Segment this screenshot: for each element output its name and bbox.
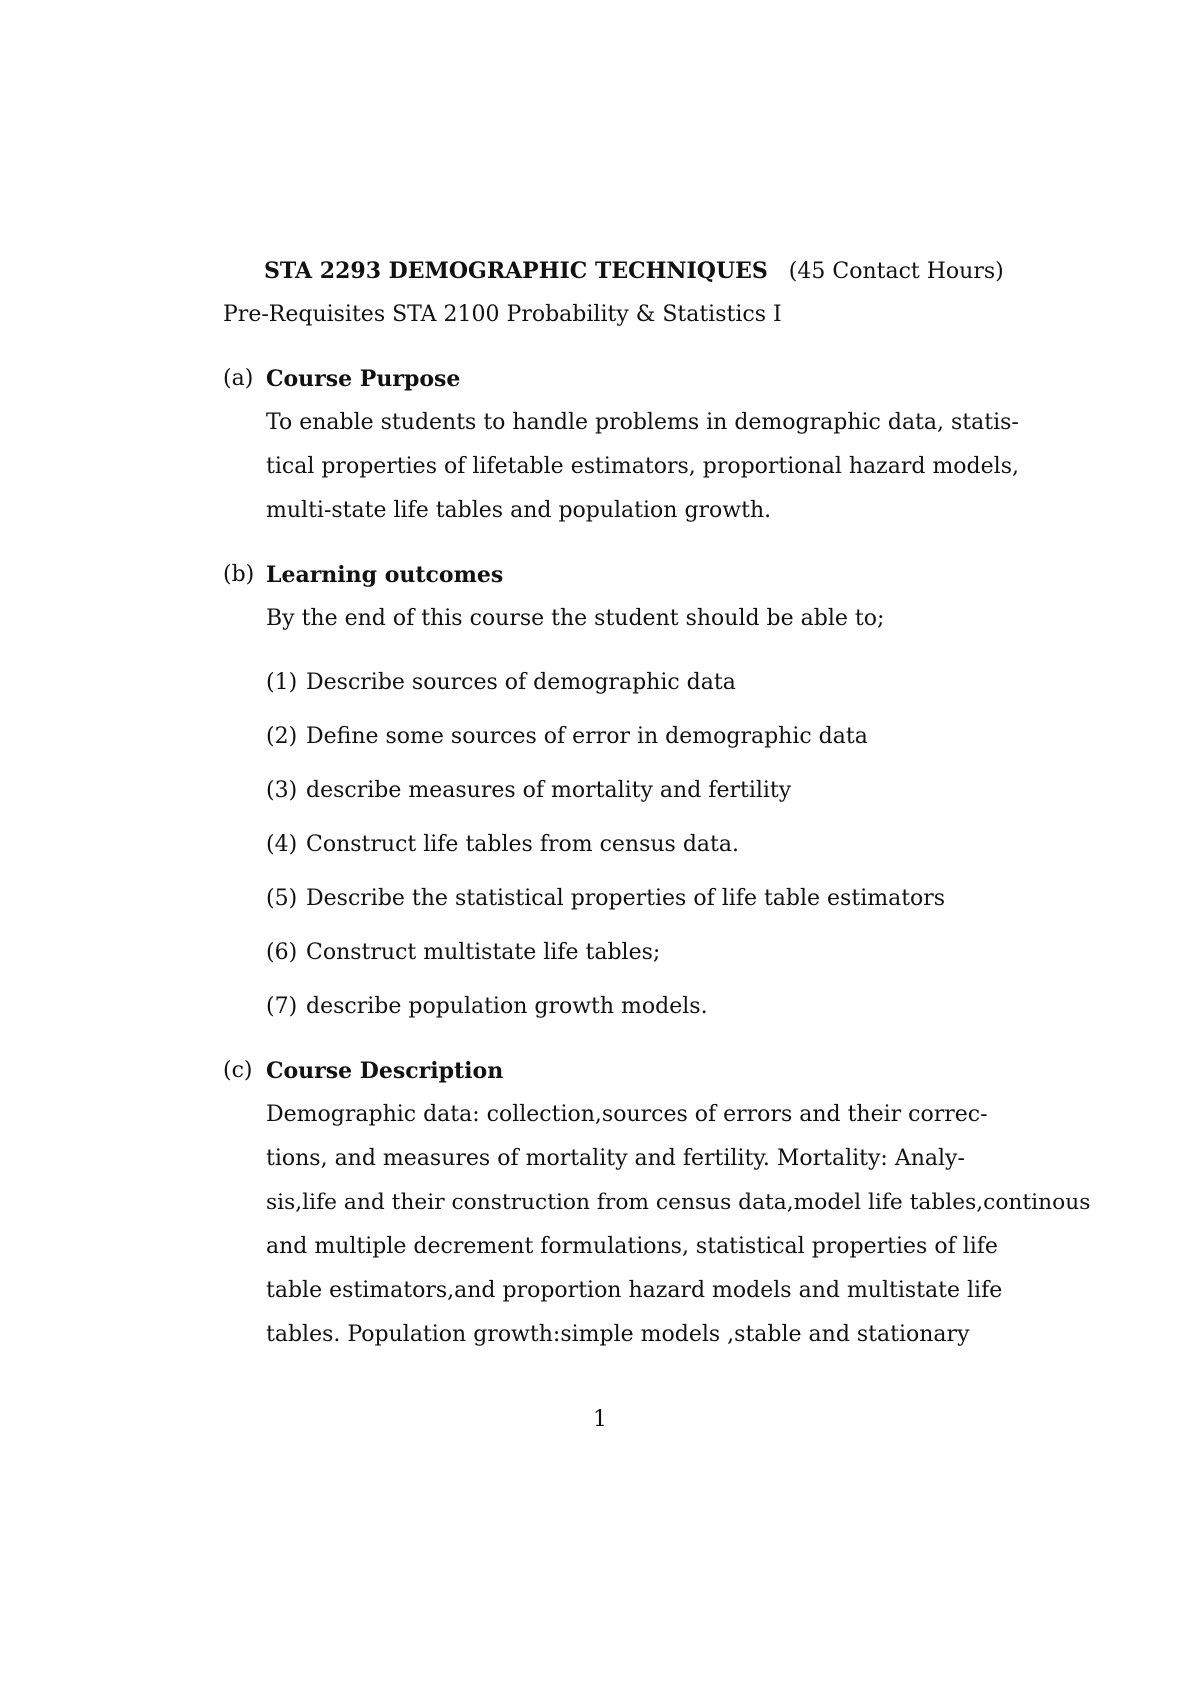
outcome-num: (4) (266, 832, 298, 857)
description-line-2: tions, and measures of mortality and fertility. Mortality: Analy- (266, 1146, 965, 1171)
outcome-text: describe population growth models. (306, 994, 708, 1019)
outcome-num: (3) (266, 778, 298, 803)
section-b-label: (b) (223, 562, 255, 587)
description-line-6: tables. Population growth:simple models ,stable and stationary (266, 1322, 970, 1347)
section-a-label: (a) (223, 366, 254, 391)
section-a-heading: Course Purpose (266, 366, 461, 392)
page-number: 1 (593, 1407, 607, 1432)
purpose-line-1: To enable students to handle problems in demographic data, statis- (266, 410, 1019, 435)
outcome-num: (1) (266, 670, 298, 695)
outcome-num: (2) (266, 724, 298, 749)
outcome-num: (7) (266, 994, 298, 1019)
outcome-text: Describe sources of demographic data (306, 670, 736, 695)
purpose-line-3: multi-state life tables and population growth. (266, 498, 772, 523)
outcome-text: Construct multistate life tables; (306, 940, 661, 965)
section-c-heading: Course Description (266, 1058, 504, 1084)
course-title-line (264, 256, 1004, 287)
outcome-num: (6) (266, 940, 298, 965)
outcome-text: Define some sources of error in demographic data (306, 724, 868, 749)
outcomes-intro: By the end of this course the student should be able to; (266, 606, 885, 631)
contact-hours: (45 Contact Hours) (788, 259, 1004, 284)
course-code-title: STA 2293 DEMOGRAPHIC TECHNIQUES (264, 258, 768, 284)
outcome-text: Construct life tables from census data. (306, 832, 739, 857)
outcome-text: Describe the statistical properties of life table estimators (306, 886, 946, 911)
outcome-text: describe measures of mortality and fertility (306, 778, 792, 803)
section-c-label: (c) (223, 1058, 253, 1083)
prerequisites: Pre-Requisites STA 2100 Probability & Statistics I (223, 302, 782, 327)
purpose-line-2: tical properties of lifetable estimators, proportional hazard models, (266, 454, 1019, 479)
description-line-3: sis,life and their construction from census data,model life tables,continous (266, 1190, 1091, 1215)
description-line-5: table estimators,and proportion hazard models and multistate life (266, 1278, 1003, 1303)
section-b-heading: Learning outcomes (266, 562, 504, 588)
description-line-1: Demographic data: collection,sources of errors and their correc- (266, 1102, 988, 1127)
description-line-4: and multiple decrement formulations, statistical properties of life (266, 1234, 998, 1259)
outcome-num: (5) (266, 886, 298, 911)
